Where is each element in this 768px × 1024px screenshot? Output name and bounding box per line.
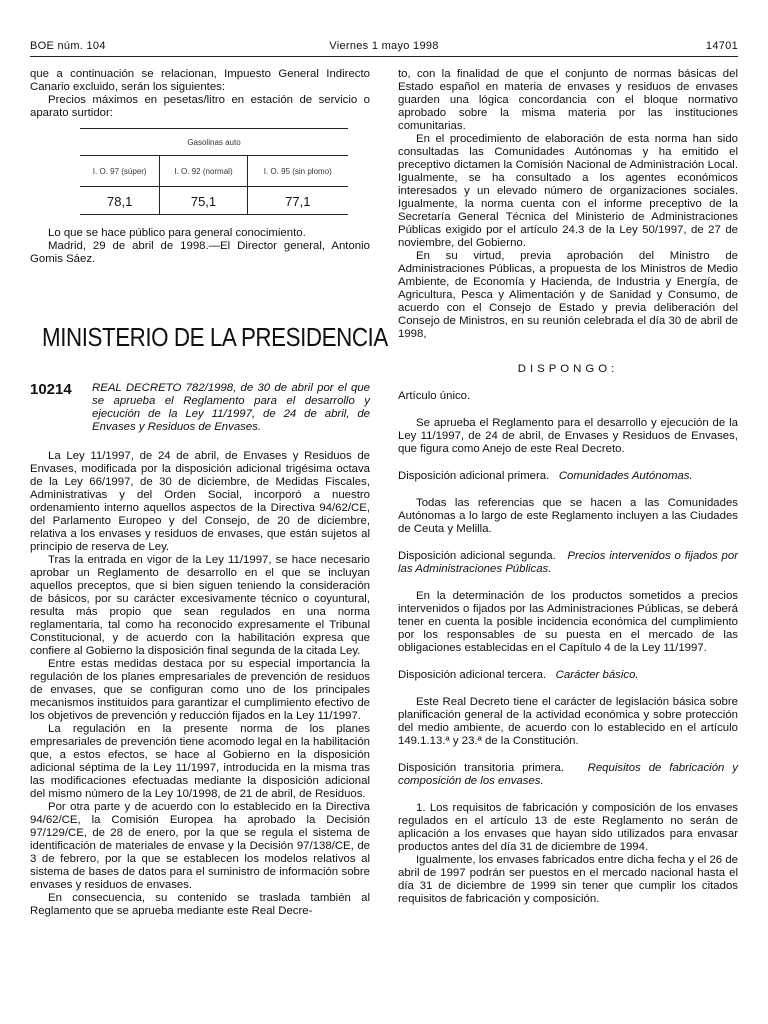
provision-title: Comunidades Autónomas. bbox=[558, 470, 693, 482]
bulletin-date: Viernes 1 mayo 1998 bbox=[329, 40, 439, 52]
provision-label: Disposición transitoria primera. bbox=[398, 762, 564, 774]
decree-title: REAL DECRETO 782/1998, de 30 de abril por el que se aprueba el Reglamento para el desarrollo y ejecución de la Ley 11/1997, de 24 de abril, de Envases y Residuos de Envases. bbox=[92, 382, 370, 433]
provision-heading bbox=[398, 550, 738, 576]
paragraph: En consecuencia, su contenido se traslada también al Reglamento que se aprueba mediante este Real Decre- bbox=[30, 892, 370, 917]
provision-title: Carácter básico. bbox=[555, 669, 639, 681]
provision-label: Disposición adicional segunda. bbox=[398, 550, 556, 562]
ministry-heading: MINISTERIO DE LA PRESIDENCIA bbox=[42, 322, 388, 352]
table-header: I. O. 97 (súper) bbox=[80, 156, 160, 187]
paragraph: Entre estas medidas destaca por su especial importancia la regulación de los planes empresariales de prevención de residuos de envases, que se configuran como uno de los principales mecanismos instituidos para garantizar el cumplimiento efectivo de los objetivos de prevención y reducción fijados en la Ley 11/1997. bbox=[30, 658, 370, 722]
signature-paragraph: Madrid, 29 de abril de 1998.—El Director general, Antonio Gomis Sáez. bbox=[30, 240, 370, 265]
provision-title: Requisitos de fabricación y composición de los envases. bbox=[398, 762, 738, 787]
paragraph: Se aprueba el Reglamento para el desarrollo y ejecución de la Ley 11/1997, de 24 de abril, de Envases y Residuos de Envases, que figura como Anejo de este Real Decreto. bbox=[398, 417, 738, 455]
bulletin-number: BOE núm. 104 bbox=[30, 40, 106, 52]
paragraph: La regulación en la presente norma de los planes empresariales de prevención tiene acomodo legal en la habilitación que, a estos efectos, se hace al Gobierno en la disposición adicional séptima de la Ley 11/1997, introducida en la misma tras las modificaciones efectuadas mediante la disposición adicional del mismo número de la Ley 10/1998, de 21 de abril, de Residuos. bbox=[30, 723, 370, 800]
paragraph: En su virtud, previa aprobación del Ministro de Administraciones Públicas, a propuesta de los Ministros de Medio Ambiente, de Economía y Hacienda, de Industria y Energía, de Agricultura, Pesca y Alimentación y de Sanidad y Consumo, de acuerdo con el Consejo de Estado y previa deliberación del Consejo de Ministros, en su reunión celebrada el día 30 de abril de 1998, bbox=[398, 250, 738, 340]
paragraph: to, con la finalidad de que el conjunto de normas básicas del Estado español en materia de envases y residuos de envases guarden una lógica concordancia con el bloque normativo aprobado sobre la misma materia por las instituciones comunitarias. bbox=[398, 68, 738, 132]
price-table bbox=[80, 128, 348, 215]
paragraph: Igualmente, los envases fabricados entre dicha fecha y el 26 de abril de 1997 podrán ser puestos en el mercado nacional hasta el día 31 de diciembre de 1999 sin tener que cumplir los citados requisitos de fabricación y composición. bbox=[398, 854, 738, 905]
paragraph: Todas las referencias que se hacen a las Comunidades Autónomas a lo largo de este Reglamento incluyen a las Ciudades de Ceuta y Melilla. bbox=[398, 497, 738, 535]
paragraph: En la determinación de los productos sometidos a precios intervenidos o fijados por las Administraciones Públicas, se deberá tener en cuenta la posible incidencia económica del cumplimiento por los responsables de su puesta en el mercado de las obligaciones establecidas en el Capítulo 4 de la Ley 11/1997. bbox=[398, 590, 738, 654]
provision-heading bbox=[398, 762, 738, 788]
provision-title: Precios intervenidos o fijados por las Administraciones Públicas. bbox=[398, 550, 738, 575]
table-cell: 78,1 bbox=[80, 187, 160, 215]
page-number: 14701 bbox=[705, 40, 738, 52]
paragraph: Este Real Decreto tiene el carácter de legislación básica sobre planificación general de la actividad económica y sobre protección del medio ambiente, de acuerdo con lo establecido en el artículo 149.1.13.ª y 23.ª de la Constitución. bbox=[398, 696, 738, 747]
table-cell: 77,1 bbox=[247, 187, 348, 215]
provision-heading bbox=[398, 669, 738, 682]
right-column bbox=[398, 68, 738, 906]
paragraph: que a continuación se relacionan, Impuesto General Indirecto Canario excluido, serán los siguientes: bbox=[30, 68, 370, 93]
table-caption: Gasolinas auto bbox=[80, 129, 348, 156]
article-heading: Artículo único. bbox=[398, 390, 471, 402]
provision-label: Disposición adicional tercera. bbox=[398, 669, 547, 681]
paragraph: En el procedimiento de elaboración de esta norma han sido consultadas las Comunidades Autónomas y ha emitido el preceptivo dictamen la Comisión Nacional de Administración Local. Igualmente, se ha consultado a los agentes económicos interesados y un elevado número de organizaciones sociales. Igualmente, la norma cuenta con el informe preceptivo de la Secretaría General Técnica del Ministerio de Administraciones Públicas exigido por el artículo 24.3 de la Ley 50/1997, de 27 de noviembre, del Gobierno. bbox=[398, 133, 738, 249]
provision-label: Disposición adicional primera. bbox=[398, 470, 550, 482]
decree-number: 10214 bbox=[30, 381, 72, 398]
paragraph: 1. Los requisitos de fabricación y composición de los envases regulados en el artículo 13 de este Reglamento no serán de aplicación a los envases que hayan sido utilizados para envasar productos antes del día 31 de diciembre de 1994. bbox=[398, 802, 738, 853]
paragraph: Precios máximos en pesetas/litro en estación de servicio o aparato surtidor: bbox=[30, 94, 370, 119]
paragraph: Por otra parte y de acuerdo con lo establecido en la Directiva 94/62/CE, la Comisión Europea ha aprobado la Decisión 97/129/CE, de 28 de enero, por la que se regula el sistema de identificación de materiales de envase y la Decisión 97/138/CE, de 3 de febrero, por la que se establecen los modelos relativos al sistema de bases de datos para el suministro de información sobre envases y residuos de envases. bbox=[30, 801, 370, 891]
table-header: I. O. 92 (normal) bbox=[160, 156, 247, 187]
left-column bbox=[30, 68, 388, 918]
dispongo-heading: DISPONGO: bbox=[517, 363, 619, 375]
table-header: I. O. 95 (sin plomo) bbox=[247, 156, 348, 187]
table-cell: 75,1 bbox=[160, 187, 247, 215]
provision-heading bbox=[398, 470, 738, 483]
decree-heading bbox=[30, 382, 370, 434]
page-header bbox=[30, 40, 738, 57]
paragraph: La Ley 11/1997, de 24 de abril, de Envases y Residuos de Envases, modificada por la disposición adicional trigésima octava de la Ley 66/1997, de 30 de diciembre, de Medidas Fiscales, Administrativas y del Orden Social, incorporó a nuestro ordenamiento interno aquellos aspectos de la Directiva 94/62/CE, del Parlamento Europeo y del Consejo, de 20 de diciembre, relativa a los envases y residuos de envases, que están sujetos al principio de reserva de Ley. bbox=[30, 450, 370, 553]
paragraph: Lo que se hace público para general conocimiento. bbox=[48, 227, 306, 239]
paragraph: Tras la entrada en vigor de la Ley 11/1997, se hace necesario aprobar un Reglamento de desarrollo en el que se incluyan aquellos preceptos, que si bien siguen teniendo la consideración de básicos, por su carácter excesivamente técnico o coyuntural, resulta más propio que sean regulados en una norma reglamentaria, tal como ha reconocido expresamente el Tribunal Constitucional, y de acuerdo con la habilitación expresa que confiere al Gobierno la disposición final segunda de la citada Ley. bbox=[30, 554, 370, 657]
